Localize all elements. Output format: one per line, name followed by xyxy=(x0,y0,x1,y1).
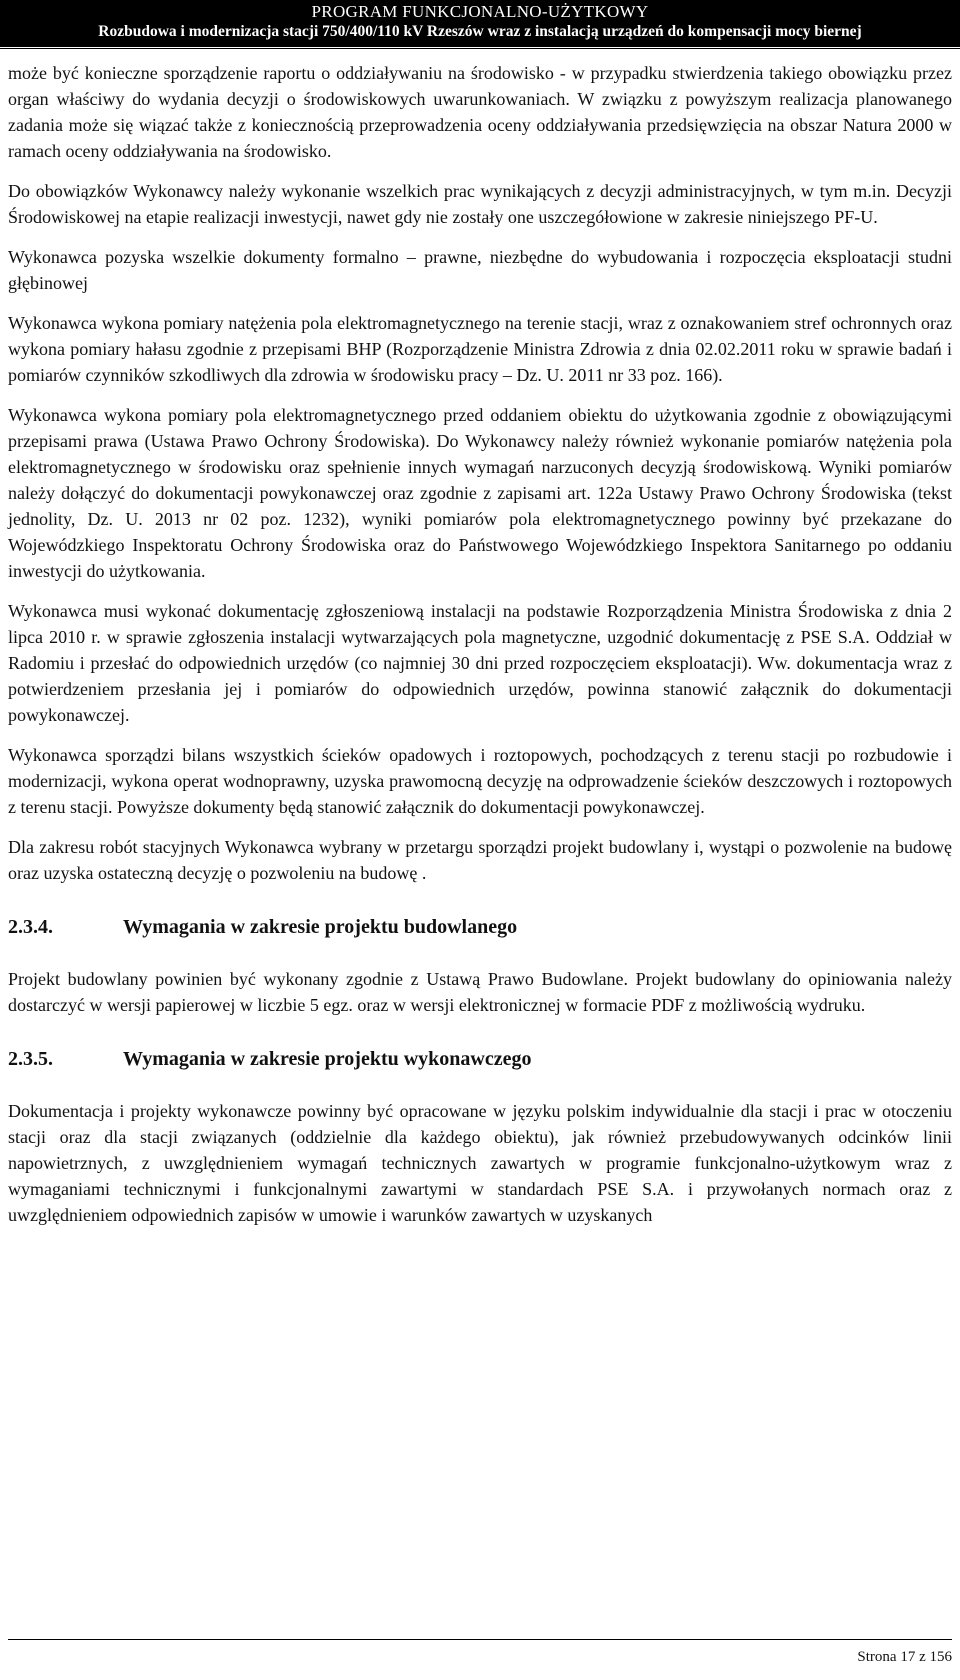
page-header xyxy=(0,0,960,46)
section-heading-2-3-4 xyxy=(8,914,952,940)
section-title: Wymagania w zakresie projektu budowlanego xyxy=(123,916,518,938)
paragraph-environmental-report: może być konieczne sporządzenie raportu o oddziaływaniu na środowisko - w przypadku stwierdzenia takiego obowiązku przez organ właściwy do wydania decyzji o środowiskowych uwarunkowaniach. W związku z powyższym realizacja planowanego zadania może się wiązać także z koniecznością przeprowadzenia oceny oddziaływania przedsięwzięcia na obszar Natura 2000 w ramach oceny oddziaływania na środowisko. xyxy=(8,63,952,161)
paragraph-installation-notification: Wykonawca musi wykonać dokumentację zgłoszeniową instalacji na podstawie Rozporządzenia Ministra Środowiska z dnia 2 lipca 2010 r. w sprawie zgłoszenia instalacji wytwarzających pola magnetyczne, uzgodnić dokumentację z PSE S.A. Oddział w Radomiu i przesłać do odpowiednich urzędów (co najmniej 30 dni przed rozpoczęciem eksploatacji). Ww. dokumentacja wraz z potwierdzeniem przesłania jej i pomiarów do odpowiednich urzędów, powinna stanowić załącznik do dokumentacji powykonawczej. xyxy=(8,601,952,725)
document-title: PROGRAM FUNKCJONALNO-UŻYTKOWY xyxy=(311,2,649,21)
document-subtitle: Rozbudowa i modernizacja stacji 750/400/110 kV Rzeszów wraz z instalacją urządzeń do kompensacji mocy biernej xyxy=(98,23,862,40)
page-number: Strona 17 z 156 xyxy=(857,1649,952,1665)
paragraph-field-measurements: Wykonawca wykona pomiary natężenia pola elektromagnetycznego na terenie stacji, wraz z oznakowaniem stref ochronnych oraz wykona pomiary hałasu zgodnie z przepisami BHP (Rozporządzenie Ministra Zdrowia z dnia 02.02.2011 roku w sprawie badań i pomiarów czynników szkodliwych dla zdrowia w środowisku pracy – Dz. U. 2011 nr 33 poz. 166). xyxy=(8,313,952,385)
section-number: 2.3.4. xyxy=(8,916,53,938)
paragraph-em-field-measurements: Wykonawca wykona pomiary pola elektromagnetycznego przed oddaniem obiektu do użytkowania zgodnie z obowiązującymi przepisami prawa (Ustawa Prawo Ochrony Środowiska). Do Wykonawcy należy również wykonanie pomiarów natężenia pola elektromagnetycznego w środowisku oraz spełnienie innych wymagań narzuconych decyzją środowiskową. Wyniki pomiarów należy dołączyć do dokumentacji powykonawczej oraz zgodnie z zapisami art. 122a Ustawy Prawo Ochrony Środowiska (tekst jednolity, Dz. U. 2013 nr 02 poz. 1232), wyniki pomiarów pola elektromagnetycznego powinny być przekazane do Wojewódzkiego Inspektoratu Ochrony Środowiska oraz do Państwowego Wojewódzkiego Inspektora Sanitarnego po oddaniu inwestycji do użytkowania. xyxy=(8,405,952,581)
paragraph-contractor-duties: Do obowiązków Wykonawcy należy wykonanie wszelkich prac wynikających z decyzji administracyjnych, w tym m.in. Decyzji Środowiskowej na etapie realizacji inwestycji, nawet gdy nie zostały one uszczegółowione w zakresie niniejszego PF-U. xyxy=(8,181,952,227)
paragraph-executive-design: Dokumentacja i projekty wykonawcze powinny być opracowane w języku polskim indywidualnie dla stacji i prac w otoczeniu stacji oraz dla stacji związanych (oddzielnie dla każdego obiektu), jak również przebudowywanych odcinków linii napowietrznych, z uwzględnieniem wymagań technicznych zawartych w programie funkcjonalno-użytkowym wraz z wymaganiami technicznymi i funkcjonalnymi zawartymi w standardach PSE S.A. i przywołanych normach oraz z uwzględnieniem odpowiednich zapisów w umowie i warunków zawartych w uzyskanych xyxy=(8,1101,952,1225)
paragraph-sewage-balance: Wykonawca sporządzi bilans wszystkich ścieków opadowych i roztopowych, pochodzących z terenu stacji po rozbudowie i modernizacji, wykona operat wodnoprawny, uzyska prawomocną decyzję na odprowadzenie ścieków deszczowych i roztopowych z terenu stacji. Powyższe dokumenty będą stanowić załącznik do dokumentacji powykonawczej. xyxy=(8,745,952,817)
section-title: Wymagania w zakresie projektu wykonawczego xyxy=(123,1048,532,1070)
document-body xyxy=(8,60,952,1242)
paragraph-well-documents: Wykonawca pozyska wszelkie dokumenty formalno – prawne, niezbędne do wybudowania i rozpoczęcia eksploatacji studni głębinowej xyxy=(8,247,952,293)
section-number: 2.3.5. xyxy=(8,1048,53,1070)
header-divider xyxy=(0,46,960,49)
paragraph-building-permit: Dla zakresu robót stacyjnych Wykonawca wybrany w przetargu sporządzi projekt budowlany i, wystąpi o pozwolenie na budowę oraz uzyska ostateczną decyzję o pozwoleniu na budowę . xyxy=(8,837,952,883)
footer-divider xyxy=(8,1639,952,1640)
section-heading-2-3-5 xyxy=(8,1046,952,1072)
paragraph-building-design: Projekt budowlany powinien być wykonany zgodnie z Ustawą Prawo Budowlane. Projekt budowlany do opiniowania należy dostarczyć w wersji papierowej w liczbie 5 egz. oraz w wersji elektronicznej w formacie PDF z możliwością wydruku. xyxy=(8,969,952,1015)
